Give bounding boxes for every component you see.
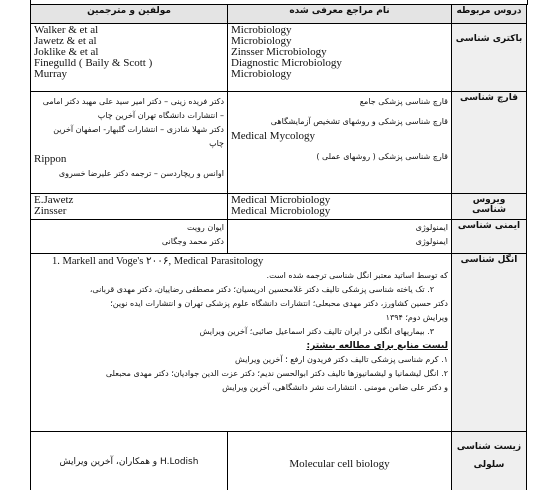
references-table [30,4,527,490]
reference-line: که توسط اساتید معتبر انگل شناسی ترجمه شده است. [266,271,448,280]
reference-line: قارچ شناسی پزشکی ( روشهای عملی ) [316,152,448,161]
course-name [452,432,527,490]
row-mycology [31,92,527,194]
author-line: اوانس و ریچاردسن – ترجمه دکتر علیرضا خسروی [58,169,224,178]
author-line: E.Jawetz [34,194,74,206]
author-line: چاپ [209,139,224,148]
author-line: Walker & et al [34,24,99,36]
header-references: نام مراجع معرفی شده [228,5,452,24]
header-courses: دروس مربوطه [452,5,527,24]
course-name: باکتری شناسی [452,24,527,92]
reference-line: ایمنولوژی [415,223,448,232]
further-reading-heading: لیست منابع برای مطالعه بیشتر: [306,341,448,351]
row-bacteriology [31,24,527,92]
reference-line: Microbiology [231,35,292,47]
author-line: Murray [34,68,67,80]
reference-line: Diagnostic Microbiology [231,57,342,69]
row-virology [31,194,527,220]
references-cell [228,194,452,220]
reference-line: Medical Microbiology [231,194,331,206]
reference-line: ۳. بیماریهای انگلی در ایران تالیف دکتر اسماعیل صائبی؛ آخرین ویرایش [199,327,434,336]
reference-line: ۲. تک یاخته شناسی پزشکی تالیف دکتر غلامحسین ادریسیان؛ دکتر مصطفی رضاییان، دکتر مهدی قربانی، [89,285,434,294]
author-line: – انتشارات دانشگاه تهران آخرین چاپ [97,111,224,120]
reference-line: دکتر حسین کشاورز، دکتر مهدی محبعلی؛ انتشارات دانشگاه علوم پزشکی تهران و انتشارات ایده نوین؛ [110,299,448,308]
author-line: Joklike & et al [34,46,99,58]
reference-line: ویرایش دوم؛ ۱۳۹۴ [385,313,448,322]
reference-line: و دکتر علی ضامن مومنی . انتشارات نشر دانشگاهی، آخرین ویرایش [222,383,448,392]
authors-cell [31,92,228,194]
references-cell [228,92,452,194]
row-immunology [31,220,527,254]
course-name: انگل شناسی [452,254,527,432]
row-cell-biology [31,432,527,490]
reference-line: ایمنولوژی [415,237,448,246]
references-cell [228,24,452,92]
reference-line: Microbiology [231,68,292,80]
author-line: دکتر فریده زینی – دکتر امیر سید علی مهبد دکتر امامی [42,97,224,106]
references-cell [228,220,452,254]
course-name-line: زیست شناسی [456,442,522,452]
reference-line: ۱. کرم شناسی پزشکی تالیف دکتر فریدون ارفع ؛ آخرین ویرایش [235,355,448,364]
references-cell [228,432,452,490]
reference-line: 1. Markell and Voge's ۲۰۰۶, Medical Parasitology [52,256,264,267]
reference-line: Microbiology [231,24,292,36]
header-authors: مولفین و مترجمین [31,5,228,24]
course-name: ویروس شناسی [452,194,527,220]
author-line: Zinsser [34,205,67,217]
reference-line: ۲. انگل لیشمانیا و لیشمانیوزها تالیف دکتر ابوالحسن ندیم؛ دکتر عزت الدین جوادیان؛ دکتر مهدی محبعلی [105,369,448,378]
author-line: H.Lodish و همکاران، آخرین ویرایش [59,456,199,467]
reference-line: Molecular cell biology [289,458,390,470]
row-parasitology [31,254,527,432]
author-line: Rippon [34,153,67,165]
reference-line: Medical Mycology [231,130,316,142]
authors-cell [31,24,228,92]
author-line: Jawetz & et al [34,35,97,47]
author-line: ایوان رویت [186,223,224,232]
parasitology-references-cell [31,254,452,432]
reference-line: قارچ شناسی پزشکی و روشهای تشخیص آزمایشگاهی [270,117,448,126]
author-line: دکتر محمد وجگانی [161,237,224,246]
author-line: Finegulld ( Baily & Scott ) [34,57,153,69]
reference-line: Medical Microbiology [231,205,331,217]
author-line: دکتر شهلا شادزی – انتشارات گلبهار- اصفهان آخرین [53,125,224,134]
reference-line: قارچ شناسی پزشکی جامع [359,97,448,106]
course-name: ایمنی شناسی [452,220,527,254]
authors-cell [31,220,228,254]
header-row [31,5,527,24]
authors-cell [31,194,228,220]
authors-cell [31,432,228,490]
course-name-line: سلولی [473,460,505,470]
course-name: قارچ شناسی [452,92,527,194]
reference-line: Zinsser Microbiology [231,46,327,58]
